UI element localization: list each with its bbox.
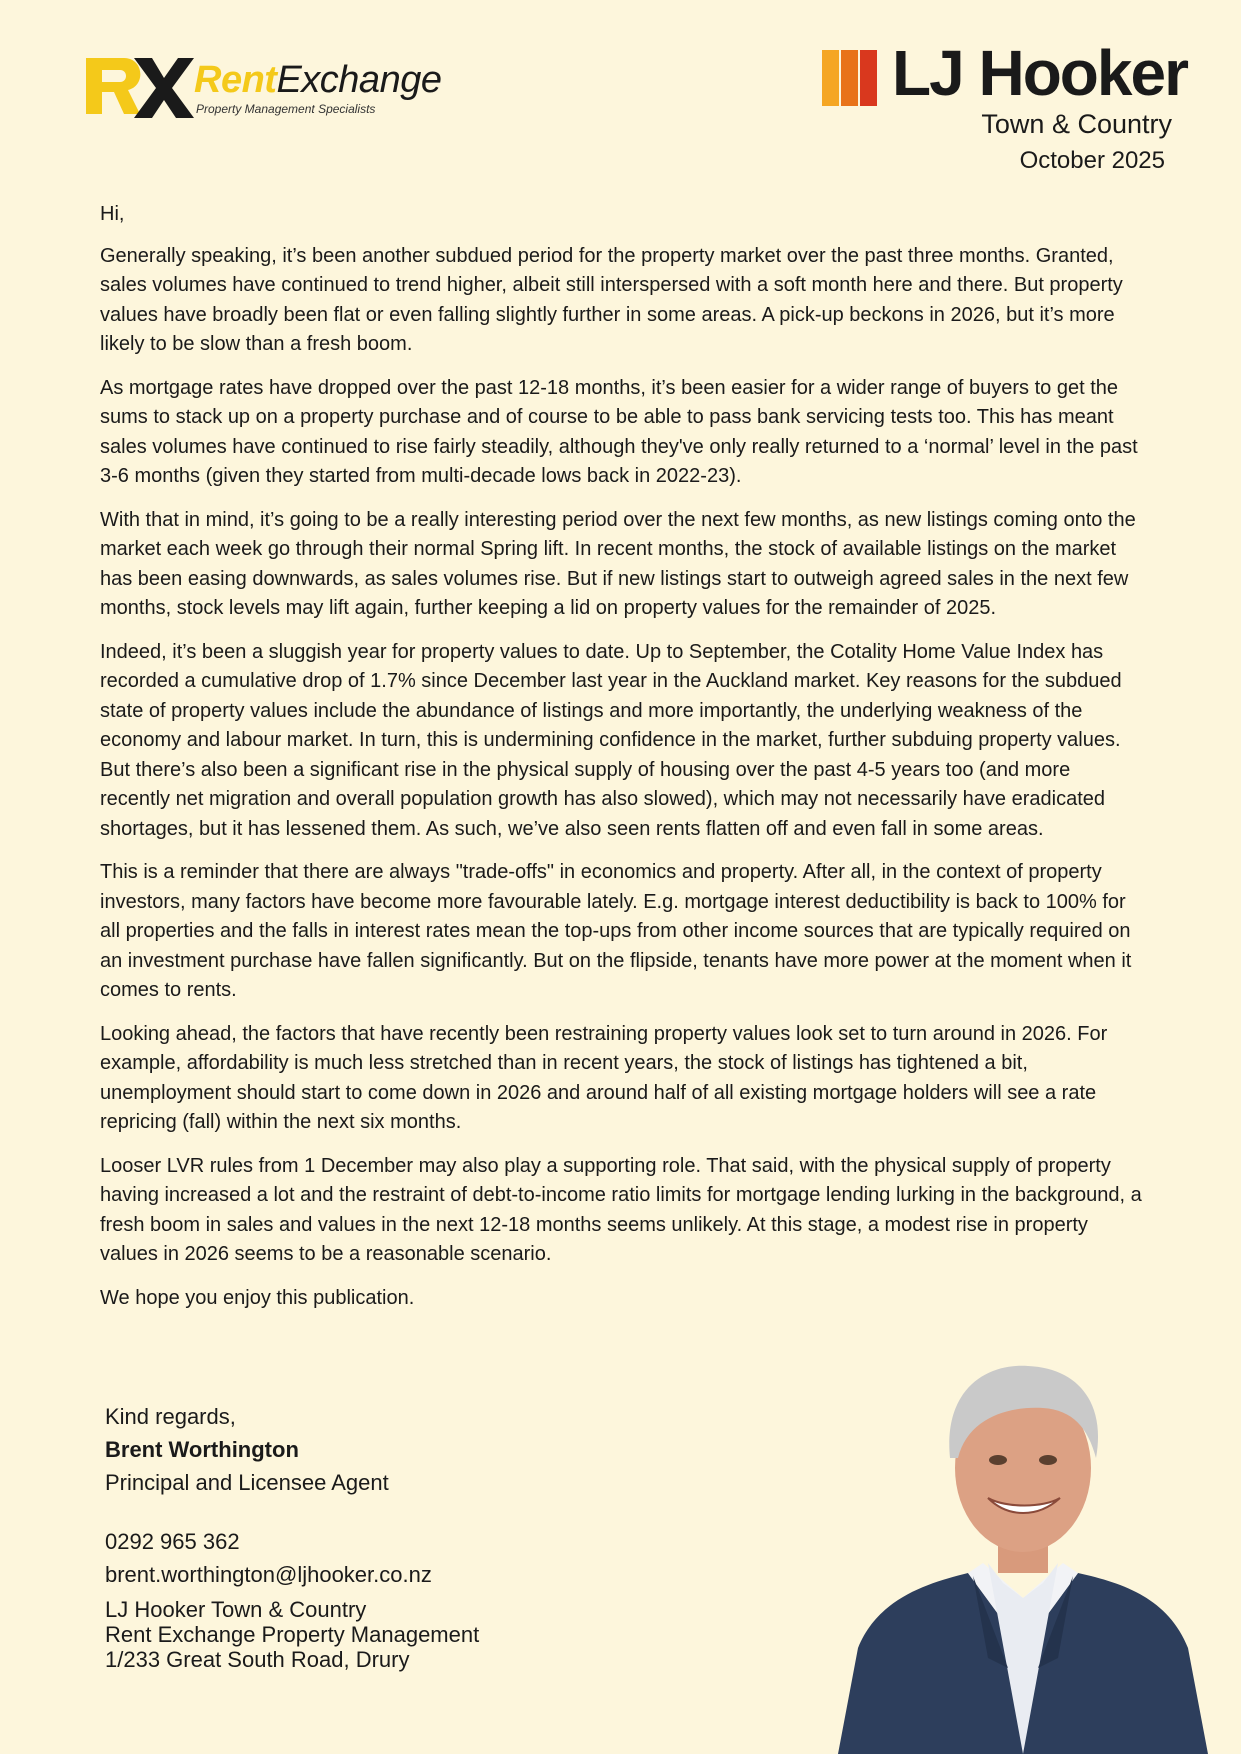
lj-hooker-wordmark: LJ Hooker — [892, 37, 1187, 109]
phone-number: 0292 965 362 — [105, 1529, 240, 1554]
greeting: Hi, — [100, 203, 125, 225]
paragraph: This is a reminder that there are always "trade-offs" in economics and property. After all, in the context of property investors, many factors have become more favourable lately. E.g. mortgage interest deductibility is back to 100% for all properties and the falls in interest rates mean the top-ups from other income sources that are typically required on an investment purchase have fallen significantly. But on the flipside, tenants have more power at the moment when it comes to rents. — [100, 861, 1132, 1001]
rent-exchange-tagline: Property Management Specialists — [196, 102, 376, 116]
paragraph: As mortgage rates have dropped over the past 12-18 months, it’s been easier for a wider range of buyers to get the sums to stack up on a property purchase and of course to be able to pass bank servicing tests too. This has meant sales volumes have continued to rise fairly steadily, although they've only really returned to a ‘normal’ level in the past 3-6 months (given they started from multi-decade lows back in 2022-23). — [100, 376, 1138, 487]
signature-block — [105, 1400, 625, 1672]
paragraph: Looser LVR rules from 1 December may also play a supporting role. That said, with the physical supply of property having increased a lot and the restraint of debt-to-income ratio limits for mortgage lending lurking in the background, a fresh boom in sales and values in the next 12-18 months seems unlikely. At this stage, a modest rise in property values in 2026 seems to be a reasonable scenario. — [100, 1154, 1142, 1265]
paragraph: Generally speaking, it’s been another subdued period for the property market over the past three months. Granted, sales volumes have continued to trend higher, albeit still interspersed with a soft month here and there. But property values have broadly been flat or even falling slightly further in some areas. A pick-up beckons in 2026, but it’s more likely to be slow than a fresh boom. — [100, 244, 1123, 355]
letter-body — [100, 200, 1145, 1327]
agent-portrait — [838, 1348, 1208, 1754]
paragraph: Looking ahead, the factors that have recently been restraining property values look set to turn around in 2026. For example, affordability is much less stretched than in recent years, the stock of listings has tightened a bit, unemployment should start to come down in 2026 and around half of all existing mortgage holders will see a rate repricing (fall) within the next six months. — [100, 1022, 1108, 1133]
rx-logo-icon — [84, 50, 194, 120]
address-line: 1/233 Great South Road, Drury — [105, 1647, 410, 1672]
signer-title: Principal and Licensee Agent — [105, 1470, 389, 1495]
closing: Kind regards, — [105, 1404, 236, 1429]
rent-exchange-wordmark: RentExchange — [194, 59, 442, 101]
paragraph: We hope you enjoy this publication. — [100, 1286, 415, 1309]
lj-hooker-subtitle: Town & Country — [981, 109, 1172, 139]
paragraph: Indeed, it’s been a sluggish year for property values to date. Up to September, the Cotality Home Value Index has recorded a cumulative drop of 1.7% since December last year in the Auckland market. Key reasons for the subdued state of property values include the abundance of listings and more importantly, the underlying weakness of the economy and labour market. In turn, this is undermining confidence in the market, further subduing property values. But there’s also been a significant rise in the physical supply of housing over the past 4-5 years too (and more recently net migration and overall population growth has also slowed), which may not necessarily have eradicated shortages, but it has lessened them. As such, we’ve also seen rents flatten off and even fall in some areas. — [100, 640, 1122, 840]
email-address: brent.worthington@ljhooker.co.nz — [105, 1562, 432, 1587]
address-line: Rent Exchange Property Management — [105, 1622, 480, 1647]
issue-date: October 2025 — [1019, 147, 1165, 174]
lj-hooker-bars-icon — [822, 50, 878, 106]
rent-exchange-logo — [84, 50, 474, 130]
lj-hooker-logo — [822, 37, 1187, 144]
address-line: LJ Hooker Town & Country — [105, 1597, 367, 1622]
signer-name: Brent Worthington — [105, 1437, 299, 1462]
paragraph: With that in mind, it’s going to be a really interesting period over the next few months, as new listings coming onto the market each week go through their normal Spring lift. In recent months, the stock of available listings on the market has been easing downwards, as sales volumes rise. But if new listings start to outweigh agreed sales in the next few months, stock levels may lift again, further keeping a lid on property values for the remainder of 2025. — [100, 508, 1136, 619]
